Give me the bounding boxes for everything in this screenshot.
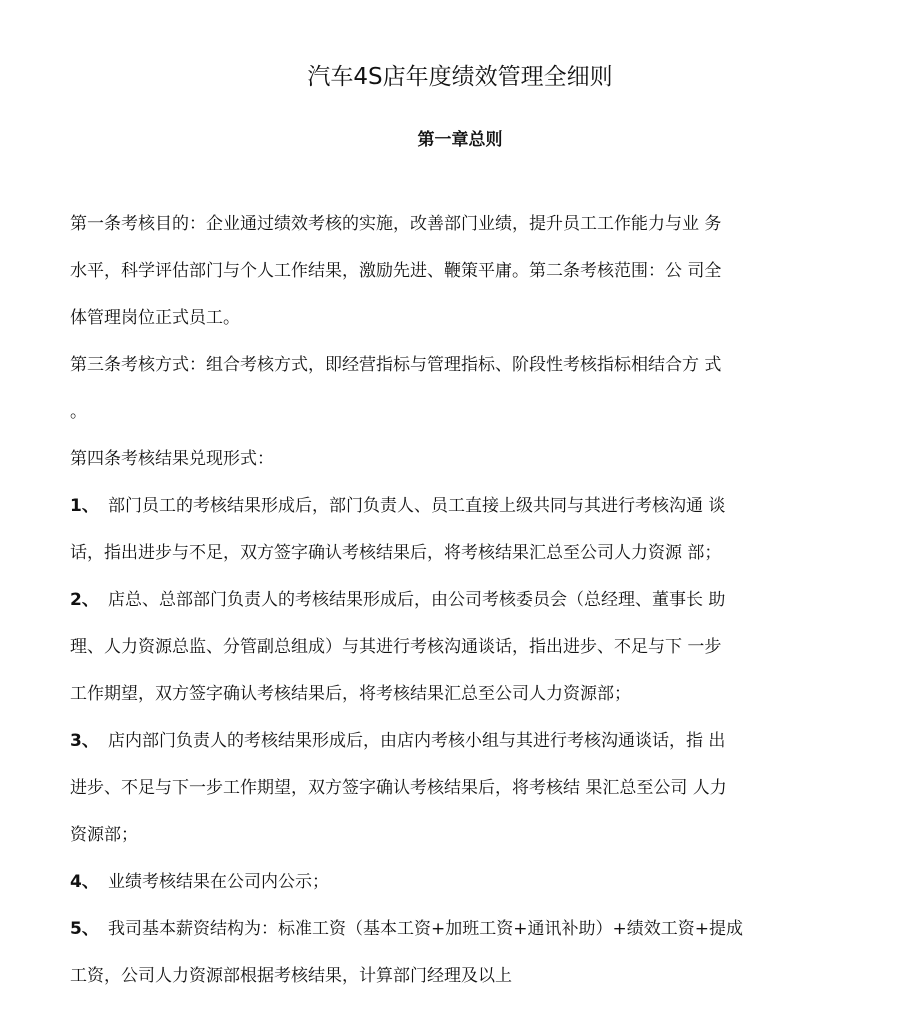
paragraph-line: 第一条考核目的：企业通过绩效考核的实施，改善部门业绩，提升员工工作能力与业 务 [70, 214, 722, 234]
paragraph-line: 第四条考核结果兑现形式： [70, 449, 274, 469]
paragraph-line: 第三条考核方式：组合考核方式，即经营指标与管理指标、阶段性考核指标相结合方 式 [70, 355, 722, 375]
list-item-2 [70, 584, 845, 710]
list-item-text: 我司基本薪资结构为：标准工资（基本工资+加班工资+通讯补助）+绩效工资+提成 [108, 919, 743, 939]
paragraph-line: 体管理岗位正式员工。 [70, 308, 240, 328]
list-item-text: 工作期望，双方签字确认考核结果后，将考核结果汇总至公司人力资源部； [70, 684, 631, 704]
list-item-number: 5、 [70, 919, 99, 939]
list-item-5 [70, 913, 845, 992]
list-item-text: 部门员工的考核结果形成后，部门负责人、员工直接上级共同与其进行考核沟通 谈 [108, 496, 726, 516]
article-1-paragraph [70, 208, 845, 334]
list-item-text: 工资，公司人力资源部根据考核结果，计算部门经理及以上 [70, 966, 512, 986]
list-item-text: 资源部； [70, 825, 138, 845]
document-title: 汽车4S店年度绩效管理全细则 [307, 64, 613, 90]
list-item-text: 店总、总部部门负责人的考核结果形成后，由公司考核委员会（总经理、董事长 助 [108, 590, 726, 610]
list-item-3 [70, 725, 845, 851]
article-3-paragraph [70, 349, 845, 428]
list-item-number: 4、 [70, 872, 99, 892]
list-item-1 [70, 490, 845, 569]
list-item-text: 进步、不足与下一步工作期望，双方签字确认考核结果后，将考核结 果汇总至公司 人力 [70, 778, 727, 798]
list-item-text: 店内部门负责人的考核结果形成后，由店内考核小组与其进行考核沟通谈话，指 出 [108, 731, 726, 751]
list-item-text: 理、人力资源总监、分管副总组成）与其进行考核沟通谈话，指出进步、不足与下 一步 [70, 637, 722, 657]
paragraph-line: 。 [70, 402, 87, 422]
chapter-title: 第一章总则 [417, 130, 503, 150]
article-4-heading [70, 443, 845, 475]
document-body [70, 208, 845, 1007]
list-item-text: 业绩考核结果在公司内公示； [108, 872, 329, 892]
list-item-number: 1、 [70, 496, 99, 516]
list-item-number: 2、 [70, 590, 99, 610]
paragraph-line: 水平，科学评估部门与个人工作结果，激励先进、鞭策平庸。第二条考核范围：公 司全 [70, 261, 722, 281]
list-item-number: 3、 [70, 731, 99, 751]
list-item-text: 话，指出进步与不足，双方签字确认考核结果后，将考核结果汇总至公司人力资源 部； [70, 543, 722, 563]
list-item-4 [70, 866, 845, 898]
